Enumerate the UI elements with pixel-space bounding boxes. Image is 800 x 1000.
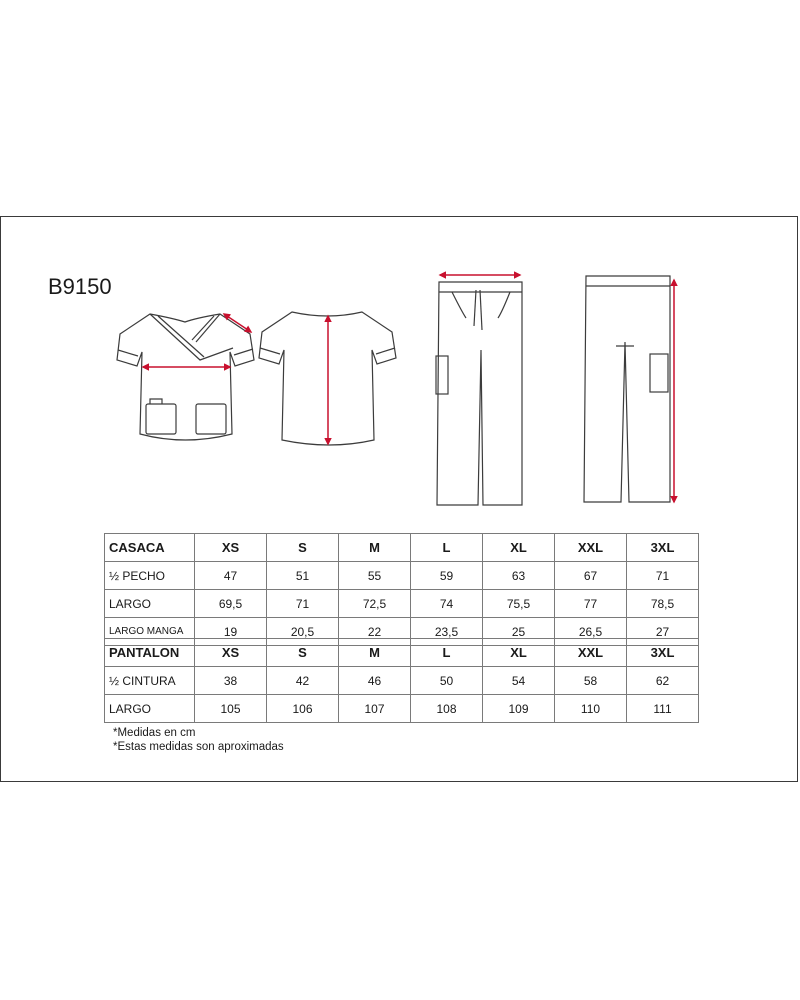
footnotes (113, 726, 284, 754)
measure-arrow-sleeve (224, 314, 251, 332)
table-cell: 20,5 (267, 618, 339, 646)
row-label: LARGO (105, 590, 195, 618)
size-header: M (339, 534, 411, 562)
table-cell: 55 (339, 562, 411, 590)
table-cell: 22 (339, 618, 411, 646)
table-cell: 105 (195, 695, 267, 723)
pantalon-size-table (104, 638, 699, 723)
size-header: 3XL (627, 639, 699, 667)
table-cell: 63 (483, 562, 555, 590)
table-cell: 110 (555, 695, 627, 723)
table-cell: 25 (483, 618, 555, 646)
note-units: *Medidas en cm (113, 727, 196, 739)
pantalon-title: PANTALON (105, 639, 195, 667)
table-cell: 109 (483, 695, 555, 723)
table-cell: 62 (627, 667, 699, 695)
table-cell: 38 (195, 667, 267, 695)
size-header: XXL (555, 639, 627, 667)
row-label: ½ PECHO (105, 562, 195, 590)
table-cell: 46 (339, 667, 411, 695)
table-cell: 51 (267, 562, 339, 590)
product-code: B9150 (48, 274, 112, 299)
row-label: LARGO MANGA (105, 618, 195, 646)
size-header: XL (483, 534, 555, 562)
size-header: 3XL (627, 534, 699, 562)
table-cell: 77 (555, 590, 627, 618)
casaca-title: CASACA (105, 534, 195, 562)
table-cell: 108 (411, 695, 483, 723)
table-cell: 78,5 (627, 590, 699, 618)
table-cell: 74 (411, 590, 483, 618)
table-cell: 71 (627, 562, 699, 590)
size-header: XS (195, 534, 267, 562)
size-header: XL (483, 639, 555, 667)
table-row (105, 590, 699, 618)
size-header: M (339, 639, 411, 667)
table-cell: 58 (555, 667, 627, 695)
casaca-size-table (104, 533, 699, 646)
table-cell: 72,5 (339, 590, 411, 618)
size-header: S (267, 639, 339, 667)
pantalon-header-row (105, 639, 699, 667)
casaca-header-row (105, 534, 699, 562)
table-cell: 19 (195, 618, 267, 646)
trousers-front-drawing (436, 282, 522, 505)
table-cell: 26,5 (555, 618, 627, 646)
row-label: ½ CINTURA (105, 667, 195, 695)
table-row (105, 667, 699, 695)
note-approximate: *Estas medidas son aproximadas (113, 741, 284, 753)
table-cell: 69,5 (195, 590, 267, 618)
table-cell: 106 (267, 695, 339, 723)
table-cell: 75,5 (483, 590, 555, 618)
size-header: S (267, 534, 339, 562)
table-cell: 71 (267, 590, 339, 618)
table-row (105, 562, 699, 590)
table-cell: 59 (411, 562, 483, 590)
size-header: XS (195, 639, 267, 667)
scrub-top-front-drawing (117, 314, 254, 440)
table-cell: 42 (267, 667, 339, 695)
trousers-back-drawing (584, 276, 670, 502)
table-cell: 50 (411, 667, 483, 695)
row-label: LARGO (105, 695, 195, 723)
table-cell: 27 (627, 618, 699, 646)
table-cell: 47 (195, 562, 267, 590)
table-cell: 23,5 (411, 618, 483, 646)
size-header: L (411, 639, 483, 667)
table-row (105, 695, 699, 723)
size-header: XXL (555, 534, 627, 562)
table-cell: 67 (555, 562, 627, 590)
table-cell: 111 (627, 695, 699, 723)
table-cell: 54 (483, 667, 555, 695)
table-cell: 107 (339, 695, 411, 723)
size-header: L (411, 534, 483, 562)
